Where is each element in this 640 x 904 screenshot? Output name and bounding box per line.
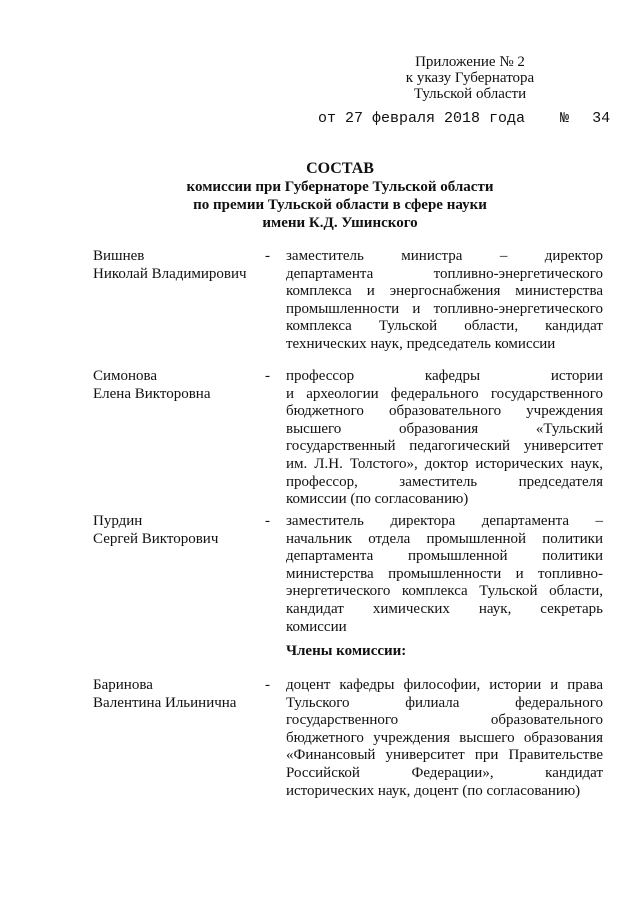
position-line: государственного образовательного xyxy=(286,712,603,729)
member-surname: Вишнев xyxy=(93,248,145,264)
member-surname: Баринова xyxy=(93,677,153,693)
member-given-name: Елена Викторовна xyxy=(93,385,211,402)
dash-separator: - xyxy=(265,513,270,529)
position-line: департамента промышленной политики xyxy=(286,548,603,565)
dash-separator: - xyxy=(265,677,270,693)
position-line: профессор, заместитель председателя xyxy=(286,473,603,490)
position-line: и археологии федерального государственного xyxy=(286,385,603,402)
decree-from: от xyxy=(318,110,337,127)
position-line: энергетического комплекса Тульской области, xyxy=(286,583,603,600)
title-line: СОСТАВ xyxy=(306,160,374,177)
position-line: начальник отдела промышленной политики xyxy=(286,530,603,547)
member-position xyxy=(286,368,603,509)
title-line: комиссии при Губернаторе Тульской области xyxy=(186,179,494,195)
position-line: заместитель министра – директор xyxy=(286,248,603,264)
position-line: промышленности и топливно-энергетического xyxy=(286,300,603,317)
decree-number: 34 xyxy=(592,110,611,127)
member-position xyxy=(286,248,603,354)
dash-separator: - xyxy=(265,368,270,384)
annex-line: Тульской области xyxy=(413,86,527,102)
dash-separator: - xyxy=(265,248,270,264)
document-title xyxy=(160,160,520,232)
title-line: по премии Тульской области в сфере науки xyxy=(193,197,487,213)
annex-line: к указу Губернатора xyxy=(405,70,535,86)
member-given-name: Николай Владимирович xyxy=(93,265,247,282)
position-line: бюджетного учреждения высшего образования xyxy=(286,729,603,746)
position-line: комплекса Тульской области, кандидат xyxy=(286,318,603,335)
member-surname: Пурдин xyxy=(93,513,143,529)
member-surname: Симонова xyxy=(93,368,158,384)
position-line: кандидат химических наук, секретарь xyxy=(286,600,603,617)
position-line: комиссии (по согласованию) xyxy=(286,491,469,508)
member-name xyxy=(93,513,263,548)
members-heading: Члены комиссии: xyxy=(286,643,407,659)
position-line: департамента топливно-энергетического xyxy=(286,265,603,282)
member-given-name: Сергей Викторович xyxy=(93,530,219,547)
member-position xyxy=(286,513,603,636)
decree-date: 27 февраля 2018 года xyxy=(345,110,526,127)
position-line: комиссии xyxy=(286,618,347,635)
title-line: имени К.Д. Ушинского xyxy=(262,215,418,231)
position-line: заместитель директора департамента – xyxy=(286,513,603,529)
position-line: Российской Федерации», кандидат xyxy=(286,764,603,781)
position-line: доцент кафедры философии, истории и права xyxy=(286,677,603,693)
position-line: исторических наук, доцент (по согласованию) xyxy=(286,782,581,799)
member-name xyxy=(93,677,263,712)
position-line: «Финансовый университет при Правительстве xyxy=(286,747,603,764)
position-line: высшего образования «Тульский xyxy=(286,420,603,437)
position-line: технических наук, председатель комиссии xyxy=(286,335,556,352)
position-line: Тульского филиала федерального xyxy=(286,694,603,711)
position-line: им. Л.Н. Толстого», доктор исторических наук, xyxy=(286,455,603,472)
position-line: профессор кафедры истории xyxy=(286,368,603,384)
member-given-name: Валентина Ильинична xyxy=(93,694,237,711)
decree-line xyxy=(318,110,610,127)
position-line: министерства промышленности и топливно- xyxy=(286,565,603,582)
position-line: комплекса и энергоснабжения министерства xyxy=(286,283,603,300)
annex-line: Приложение № 2 xyxy=(415,54,525,70)
member-name xyxy=(93,368,263,403)
position-line: бюджетного образовательного учреждения xyxy=(286,403,603,420)
member-name xyxy=(93,248,263,283)
annex-block xyxy=(380,54,560,102)
position-line: государственный педагогический университет xyxy=(286,438,603,455)
decree-number-sign: № xyxy=(560,110,570,127)
member-position xyxy=(286,677,603,800)
